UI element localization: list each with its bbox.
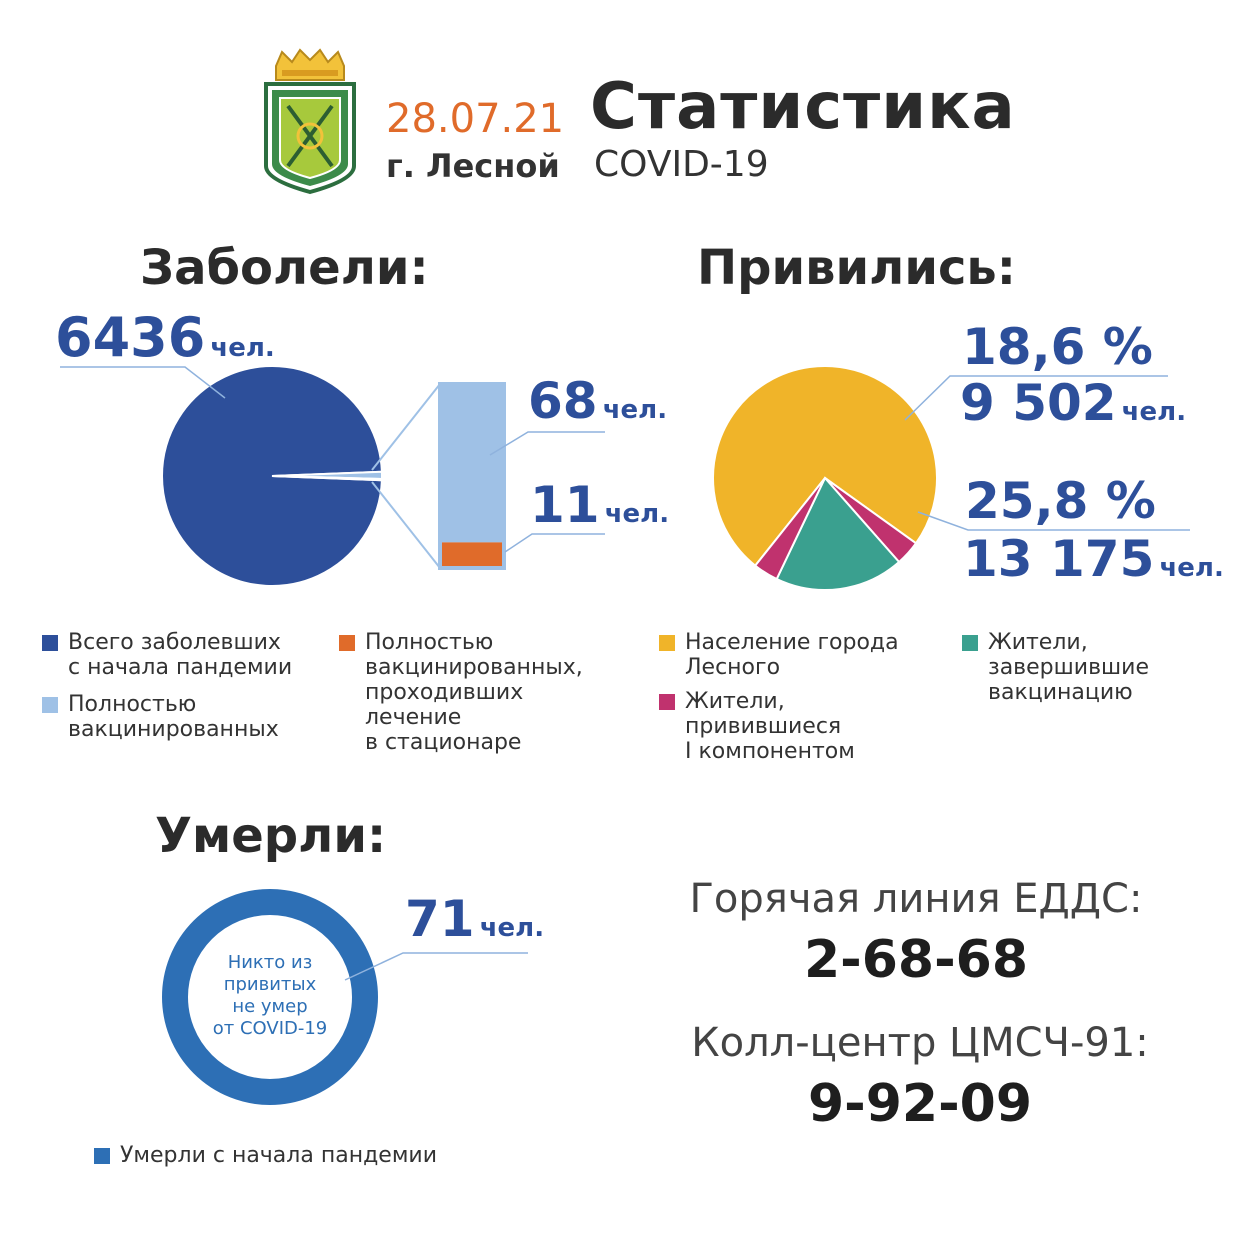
legend-line: вакцинированных, bbox=[365, 655, 583, 680]
legend-line: в стационаре bbox=[365, 730, 522, 755]
legend-line: Полностью bbox=[68, 692, 197, 717]
first-count-label bbox=[963, 530, 1224, 588]
first-count-unit: чел. bbox=[1159, 553, 1224, 583]
vaccinated-heading: Привились: bbox=[697, 240, 1016, 296]
legend-line: Всего заболевших bbox=[68, 630, 281, 655]
vaccinated-sick-unit: чел. bbox=[602, 395, 668, 425]
completed-percent: 18,6 % bbox=[962, 318, 1153, 376]
call-center-number: 9-92-09 bbox=[807, 1074, 1033, 1134]
zoom-connector-top bbox=[372, 384, 440, 470]
sick-zoom-bar bbox=[440, 384, 504, 568]
call-center-label: Колл-центр ЦМСЧ-91: bbox=[691, 1020, 1149, 1066]
legend-swatch bbox=[962, 635, 978, 651]
legend-swatch bbox=[94, 1148, 110, 1164]
legend-line: I компонентом bbox=[685, 739, 855, 764]
legend-line: Полностью bbox=[365, 630, 494, 655]
total-sick-label bbox=[55, 306, 275, 369]
legend-swatch bbox=[42, 635, 58, 651]
completed-count-value: 9 502 bbox=[960, 374, 1117, 432]
legend-line: лечение bbox=[365, 705, 462, 730]
legend-line: Умерли с начала пандемии bbox=[120, 1143, 438, 1168]
legend-line: Жители, bbox=[988, 630, 1088, 655]
vaccinated-sick-label bbox=[528, 372, 667, 430]
total-sick-unit: чел. bbox=[210, 333, 275, 363]
vaccination-pie-chart bbox=[713, 366, 937, 590]
sick-heading: Заболели: bbox=[140, 240, 429, 296]
edds-hotline-number: 2-68-68 bbox=[803, 930, 1029, 990]
bar-segment-hospital bbox=[440, 542, 504, 568]
legend-swatch bbox=[659, 635, 675, 651]
legend-line: привившиеся bbox=[685, 714, 842, 739]
legend-total-sick bbox=[68, 630, 292, 680]
zoom-connector-bottom bbox=[372, 482, 440, 568]
first-count-value: 13 175 bbox=[963, 530, 1155, 588]
leader-hospital bbox=[505, 534, 605, 552]
leader-vaccinated bbox=[490, 432, 605, 455]
legend-line: Лесного bbox=[685, 655, 781, 680]
legend-line: Жители, bbox=[685, 689, 785, 714]
died-heading: Умерли: bbox=[155, 808, 387, 864]
died-count-unit: чел. bbox=[479, 913, 545, 943]
legend-line: с начала пандемии bbox=[68, 655, 293, 680]
page-title: Статистика bbox=[590, 70, 1016, 144]
legend-line: вакцинацию bbox=[988, 680, 1133, 705]
ring-caption-line: привитых bbox=[223, 974, 317, 995]
legend-line: завершившие bbox=[988, 655, 1150, 680]
ring-caption-line: не умер bbox=[232, 996, 308, 1017]
completed-count-label bbox=[960, 374, 1186, 432]
legend-population bbox=[685, 630, 899, 680]
legend-completed bbox=[988, 630, 1149, 705]
legend-line: вакцинированных bbox=[68, 717, 279, 742]
completed-count-unit: чел. bbox=[1121, 397, 1187, 427]
date: 28.07.21 bbox=[386, 96, 565, 142]
sick-pie-chart bbox=[162, 366, 382, 586]
died-count-label bbox=[405, 890, 544, 948]
died-count-value: 71 bbox=[405, 890, 475, 948]
city-name: г. Лесной bbox=[386, 147, 560, 185]
hospital-label bbox=[530, 476, 669, 534]
legend-swatch bbox=[339, 635, 355, 651]
legend-swatch bbox=[659, 694, 675, 710]
ring-caption bbox=[202, 952, 338, 1040]
ring-caption-line: от COVID-19 bbox=[212, 1018, 328, 1039]
legend-hospital bbox=[365, 630, 583, 755]
ring-caption-line: Никто из bbox=[227, 952, 313, 973]
legend-vaccinated-sick bbox=[68, 692, 279, 742]
bar-segment-vaccinated bbox=[440, 384, 504, 542]
page-subtitle: COVID-19 bbox=[594, 144, 769, 185]
hospital-unit: чел. bbox=[604, 499, 670, 529]
edds-hotline-label: Горячая линия ЕДДС: bbox=[689, 876, 1143, 922]
vaccinated-sick-value: 68 bbox=[528, 372, 598, 430]
legend-line: проходивших bbox=[365, 680, 524, 705]
legend-died bbox=[120, 1143, 437, 1168]
legend-swatch bbox=[42, 697, 58, 713]
hospital-value: 11 bbox=[530, 476, 600, 534]
legend-line: Население города bbox=[685, 630, 899, 655]
total-sick-value: 6436 bbox=[55, 306, 206, 369]
legend-first-component bbox=[685, 689, 855, 764]
first-percent: 25,8 % bbox=[965, 472, 1156, 530]
